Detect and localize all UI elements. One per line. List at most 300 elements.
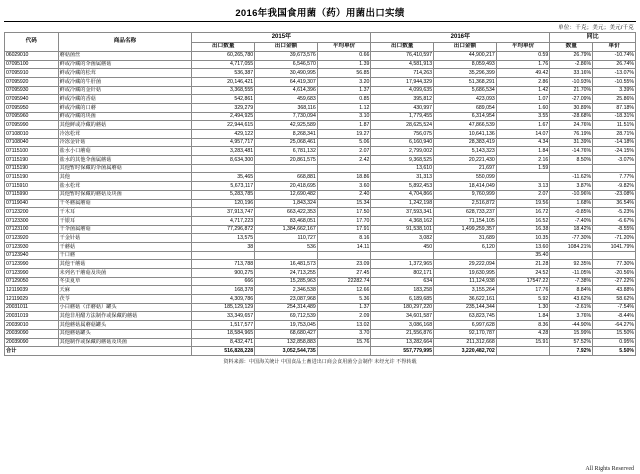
cell-q15: 8,432,471 [192,338,255,347]
cell-a16: 5,686,534 [434,86,497,95]
table-row [5,130,636,139]
cell-name: 其他鲜或冷藏的蘑菇 [58,121,192,130]
cell-p15: 14.11 [317,242,371,251]
cell-code: 07123920 [5,234,59,243]
cell-code: 07123940 [5,251,59,260]
cell-code: 20039090 [5,329,59,338]
cell-a16: 35,296,399 [434,69,497,78]
cell-p16: 5.92 [496,295,550,304]
cell-a16: 36,622,161 [434,295,497,304]
cell-code: 06029010 [5,51,59,60]
cell-a15: 69,712,539 [255,312,318,321]
cell-yp: -10.74% [593,51,636,60]
cell-a15: 8,268,341 [255,130,318,139]
cell-p16: 14.07 [496,130,550,139]
cell-q16: 1,242,198 [371,199,434,208]
cell-q16: 28,625,524 [371,121,434,130]
cell-code: 07115990 [5,190,59,199]
cell-q16: 1,779,455 [371,112,434,121]
table-row [5,77,636,86]
total-cell-label: 合计 [5,347,192,356]
cell-a16: 628,733,237 [434,208,497,217]
cell-p15: 13.02 [317,321,371,330]
table-row [5,234,636,243]
cell-yp: -27.22% [593,277,636,286]
cell-code: 07108010 [5,130,59,139]
cell-yp: -64.27% [593,321,636,330]
cell-yp: 25.86% [593,95,636,104]
cell-p16: 17547.22 [496,277,550,286]
cell-p15: 3.10 [317,112,371,121]
cell-q15: 60,265,780 [192,51,255,60]
cell-name: 天麻 [58,286,192,295]
cell-yq: 92.35% [550,260,593,269]
cell-p15: 1.39 [317,60,371,69]
cell-yp: -71.20% [593,234,636,243]
cell-a15: 1,843,324 [255,199,318,208]
cell-name: 未列名干蘑菇及块菌 [58,269,192,278]
cell-a15: 19,753,045 [255,321,318,330]
cell-code: 07095100 [5,60,59,69]
cell-q16: 21,556,876 [371,329,434,338]
cell-code: 07095940 [5,95,59,104]
cell-q15: 4,717,223 [192,216,255,225]
cell-q15: 18,584,965 [192,329,255,338]
cell-p15: 15.34 [317,199,371,208]
cell-yp: 7.77% [593,173,636,182]
cell-q16: 183,258 [371,286,434,295]
cell-q15: 3,368,555 [192,86,255,95]
cell-q15: 35,465 [192,173,255,182]
total-cell-a16: 3,220,482,702 [434,347,497,356]
cell-q16: 1,372,965 [371,260,434,269]
cell-a16: 21,697 [434,164,497,173]
cell-yq: 1.68% [550,199,593,208]
cell-a15: 368,116 [255,103,318,112]
cell-code: 07095960 [5,112,59,121]
cell-q16: 634 [371,277,434,286]
cell-a15: 42,925,589 [255,121,318,130]
cell-p15: 17.91 [317,225,371,234]
cell-p15: 17.70 [317,216,371,225]
table-row [5,199,636,208]
cell-name: 其他 [58,173,192,182]
cell-a16: 29,222,094 [434,260,497,269]
cell-code: 20039010 [5,321,59,330]
source-note-text: 资料来源：中国海关统计 中国食品土畜进出口商会食用菌分会制作 未经允许 不得转载 [223,358,417,365]
cell-a15: 23,087,968 [255,295,318,304]
cell-name: 鲜或冷藏的金针菇 [58,86,192,95]
cell-q15: 900,275 [192,269,255,278]
table-row [5,251,636,260]
cell-p15: 1.12 [317,103,371,112]
cell-yp: 36.54% [593,199,636,208]
cell-code: 07115190 [5,156,59,165]
cell-a15: 459,683 [255,95,318,104]
cell-p16: 19.56 [496,199,550,208]
cell-code: 07123200 [5,208,59,217]
cell-name: 干金针菇 [58,234,192,243]
cell-yp: -24.15% [593,147,636,156]
cell-a15: 16,481,573 [255,260,318,269]
cell-yp: 87.18% [593,103,636,112]
cell-q15: 120,196 [192,199,255,208]
cell-name: 其他干蘑菇 [58,260,192,269]
cell-code: 07123930 [5,242,59,251]
table-row [5,242,636,251]
cell-a15: 20,861,575 [255,156,318,165]
cell-name: 其他蘑菇罐头 [58,329,192,338]
cell-q15: 5,283,785 [192,190,255,199]
cell-a15: 132,858,883 [255,338,318,347]
cell-q15: 20,146,421 [192,77,255,86]
cell-yq: -7.40% [550,216,593,225]
total-cell-yp: 5.50% [593,347,636,356]
table-row [5,173,636,182]
cell-p15: 3.70 [317,329,371,338]
cell-q16: 4,581,913 [371,60,434,69]
th-price-2015: 平均单价 [317,42,371,51]
cell-p16: 13.60 [496,242,550,251]
cell-q15: 3,283,481 [192,147,255,156]
cell-yq: 30.89% [550,103,593,112]
cell-a16: 3,155,264 [434,286,497,295]
cell-p15: 1.87 [317,121,371,130]
cell-p16: 15.91 [496,338,550,347]
cell-p15: 2.42 [317,156,371,165]
table-row [5,182,636,191]
cell-q16: 34,601,587 [371,312,434,321]
cell-yp: 15.50% [593,329,636,338]
cell-yq: -14.76% [550,147,593,156]
cell-p16: 4.28 [496,329,550,338]
th-name: 商品名称 [58,33,192,52]
cell-a16: 689,054 [434,103,497,112]
cell-q15 [192,164,255,173]
table-row [5,208,636,217]
cell-yq: 18.42% [550,225,593,234]
total-cell-p16 [496,347,550,356]
table-row [5,60,636,69]
cell-a15: 4,614,396 [255,86,318,95]
unit-note: 单位：千克；美元；美元/千克 [558,25,634,31]
cell-yp: -7.54% [593,303,636,312]
cell-p15 [317,251,371,260]
cell-a15: 536 [255,242,318,251]
cell-yq: -11.05% [550,269,593,278]
cell-yp [593,164,636,173]
cell-yq: 8.84% [550,286,593,295]
cell-yp: -10.55% [593,77,636,86]
cell-p15: 3.60 [317,182,371,191]
cell-a16: 47,866,539 [434,121,497,130]
table-header-group-row [5,33,636,43]
cell-a15: 15,285,963 [255,277,318,286]
cell-p15: 2.09 [317,312,371,321]
th-code: 代码 [5,33,59,52]
cell-code: 07123990 [5,260,59,269]
cell-p15: 2.40 [317,190,371,199]
table-row [5,164,636,173]
cell-name: 鲜或冷藏的伞菌属蘑菇 [58,60,192,69]
cell-yq: 1084.21% [550,242,593,251]
cell-yq: -7.38% [550,277,593,286]
cell-name: 干伞菌属蘑菇 [58,225,192,234]
cell-p16: 1.84 [496,147,550,156]
cell-yq: 57.52% [550,338,593,347]
cell-p15: 19.27 [317,130,371,139]
cell-yp: 28.71% [593,130,636,139]
cell-p16: 1.76 [496,60,550,69]
cell-code: 12119039 [5,286,59,295]
export-data-table [4,32,636,356]
cell-name: 盐水松茸 [58,182,192,191]
cell-p16: 10.35 [496,234,550,243]
cell-a15: 7,730,094 [255,112,318,121]
cell-yp: -8.44% [593,312,636,321]
cell-name: 盐水小口蘑菇 [58,147,192,156]
cell-p15: 22282.74 [317,277,371,286]
cell-code: 07119040 [5,199,59,208]
table-row [5,295,636,304]
cell-p15: 5.36 [317,295,371,304]
cell-q16: 6,160,940 [371,138,434,147]
cell-yq: 21.70% [550,86,593,95]
cell-p15: 3.20 [317,77,371,86]
page-title: 2016年我国食用菌（药）用菌出口实绩 [235,8,405,19]
cell-a15: 110,727 [255,234,318,243]
cell-yq: 15.99% [550,329,593,338]
cell-p16: 8.36 [496,321,550,330]
cell-a16: 51,368,291 [434,77,497,86]
th-qty-2015: 出口数量 [192,42,255,51]
cell-name: 鲜或冷藏的口蘑 [58,103,192,112]
cell-p15: 23.09 [317,260,371,269]
cell-p16: 16.72 [496,208,550,217]
cell-p15: 1.37 [317,86,371,95]
cell-code: 07115910 [5,182,59,191]
cell-q16: 3,082 [371,234,434,243]
cell-yp: -9.82% [593,182,636,191]
cell-p16: 1.67 [496,121,550,130]
cell-yp: 26.74% [593,60,636,69]
total-cell-p15 [317,347,371,356]
total-cell-yq: 7.92% [550,347,593,356]
table-row [5,138,636,147]
table-row [5,269,636,278]
cell-q16: 4,099,635 [371,86,434,95]
cell-a15: 25,068,461 [255,138,318,147]
cell-q16 [371,251,434,260]
cell-q16: 3,086,168 [371,321,434,330]
cell-p16: 35.40 [496,251,550,260]
table-row [5,51,636,60]
cell-q15: 13,575 [192,234,255,243]
cell-q15: 713,788 [192,260,255,269]
cell-name: 蘑菇菌丝 [58,51,192,60]
cell-p16: 16.38 [496,225,550,234]
cell-q16: 13,610 [371,164,434,173]
table-row [5,86,636,95]
cell-code: 07123300 [5,216,59,225]
cell-p15: 56.85 [317,69,371,78]
th-yoy-qty: 数量 [550,42,593,51]
cell-a16: 2,516,872 [434,199,497,208]
table-row [5,321,636,330]
cell-a15: 1,384,662,167 [255,225,318,234]
cell-q15: 4,309,786 [192,295,255,304]
cell-a16: 235,144,344 [434,303,497,312]
total-cell-q15: 516,828,228 [192,347,255,356]
cell-yq: 43.62% [550,295,593,304]
cell-q15: 168,378 [192,286,255,295]
cell-q15: 2,494,925 [192,112,255,121]
cell-a15 [255,251,318,260]
cell-yp: -3.07% [593,156,636,165]
cell-a16: 9,760,999 [434,190,497,199]
cell-a15 [255,164,318,173]
cell-a15: 64,419,307 [255,77,318,86]
th-qty-2016: 出口数量 [371,42,434,51]
cell-a16: 63,823,745 [434,312,497,321]
cell-name: 鲜或冷藏的牛肝菌 [58,77,192,86]
table-row [5,156,636,165]
th-group-2016: 2016年 [371,33,550,43]
cell-code: 20039090 [5,338,59,347]
cell-yp: 77.30% [593,260,636,269]
cell-q16: 430,997 [371,103,434,112]
cell-code: 07095990 [5,121,59,130]
cell-q16: 395,812 [371,95,434,104]
cell-yp: -5.23% [593,208,636,217]
cell-q15: 38 [192,242,255,251]
table-row [5,103,636,112]
cell-yp: -8.55% [593,225,636,234]
cell-a15: 668,881 [255,173,318,182]
cell-yp: -23.08% [593,190,636,199]
cell-q15: 4,957,717 [192,138,255,147]
title-divider [4,21,636,22]
table-row [5,338,636,347]
cell-p16: 3.13 [496,182,550,191]
table-row [5,190,636,199]
cell-name: 小白蘑菇（洋蘑菇）罐头 [58,303,192,312]
cell-q15: 77,296,872 [192,225,255,234]
cell-q16: 802,171 [371,269,434,278]
cell-q16: 5,892,453 [371,182,434,191]
cell-code: 20031019 [5,312,59,321]
table-total-row [5,347,636,356]
table-row [5,225,636,234]
cell-a16: 6,997,628 [434,321,497,330]
cell-code: 07108040 [5,138,59,147]
cell-name: 冬虫夏草 [58,277,192,286]
cell-q15: 536,387 [192,69,255,78]
cell-q15: 666 [192,277,255,286]
cell-p16: 17.76 [496,286,550,295]
cell-yq: 8.50% [550,156,593,165]
cell-p15: 18.86 [317,173,371,182]
cell-q16: 13,282,664 [371,338,434,347]
cell-q16: 91,538,101 [371,225,434,234]
cell-name: 鲜或冷藏的松茸 [58,69,192,78]
cell-yq: -2.86% [550,60,593,69]
cell-p16: 4.34 [496,138,550,147]
cell-a16: 8,059,493 [434,60,497,69]
cell-name: 冷冻松茸 [58,130,192,139]
cell-a16: 44,900,217 [434,51,497,60]
cell-yp: -13.07% [593,69,636,78]
cell-name: 其他制作或保藏的蘑菇及块菌 [58,338,192,347]
cell-p15: 1.37 [317,303,371,312]
cell-yq: 31.39% [550,138,593,147]
th-group-yoy: 同比 [550,33,636,43]
cell-name: 其他非用醋方法制作或保藏的蘑菇 [58,312,192,321]
cell-q16: 180,297,220 [371,303,434,312]
cell-q15: 22,944,615 [192,121,255,130]
cell-a16: 92,170,787 [434,329,497,338]
cell-a16 [434,251,497,260]
table-row [5,216,636,225]
cell-name: 其他暂时保藏的伞菌属蘑菇 [58,164,192,173]
cell-yq: -11.62% [550,173,593,182]
table-row [5,303,636,312]
cell-q16: 714,263 [371,69,434,78]
total-cell-a15: 3,052,544,735 [255,347,318,356]
cell-p16: 3.55 [496,112,550,121]
cell-p15: 12.66 [317,286,371,295]
table-row [5,121,636,130]
cell-p16: 1.30 [496,303,550,312]
cell-p15: 0.85 [317,95,371,104]
th-amount-2016: 出口金额 [434,42,497,51]
cell-p16: 1.42 [496,86,550,95]
cell-a15: 254,314,489 [255,303,318,312]
cell-yp: 1041.79% [593,242,636,251]
cell-q16: 2,799,002 [371,147,434,156]
cell-code: 07095910 [5,69,59,78]
cell-q16: 4,704,866 [371,190,434,199]
cell-a16: 20,221,430 [434,156,497,165]
cell-name: 干冬蘑属蘑菇 [58,199,192,208]
cell-p15 [317,164,371,173]
cell-p16: 1.07 [496,95,550,104]
cell-code: 07095920 [5,77,59,86]
cell-q16: 9,368,525 [371,156,434,165]
cell-q15: 8,634,300 [192,156,255,165]
cell-code: 07115100 [5,147,59,156]
cell-yq: -27.09% [550,95,593,104]
table-row [5,95,636,104]
cell-yp: -14.18% [593,138,636,147]
cell-p16: 2.16 [496,156,550,165]
cell-code: 07115190 [5,164,59,173]
cell-a15: 39,673,576 [255,51,318,60]
cell-a16: 6,314,954 [434,112,497,121]
cell-name: 其他蘑菇属蘑菇罐头 [58,321,192,330]
table-row [5,112,636,121]
cell-a15: 2,346,538 [255,286,318,295]
cell-yp: 11.51% [593,121,636,130]
cell-a16: 10,641,136 [434,130,497,139]
total-cell-q16: 557,779,995 [371,347,434,356]
cell-code: 07123100 [5,225,59,234]
cell-a15: 12,690,482 [255,190,318,199]
cell-p16: 1.84 [496,312,550,321]
cell-q15: 4,717,055 [192,60,255,69]
cell-yq [550,251,593,260]
th-price-2016: 平均单价 [496,42,550,51]
